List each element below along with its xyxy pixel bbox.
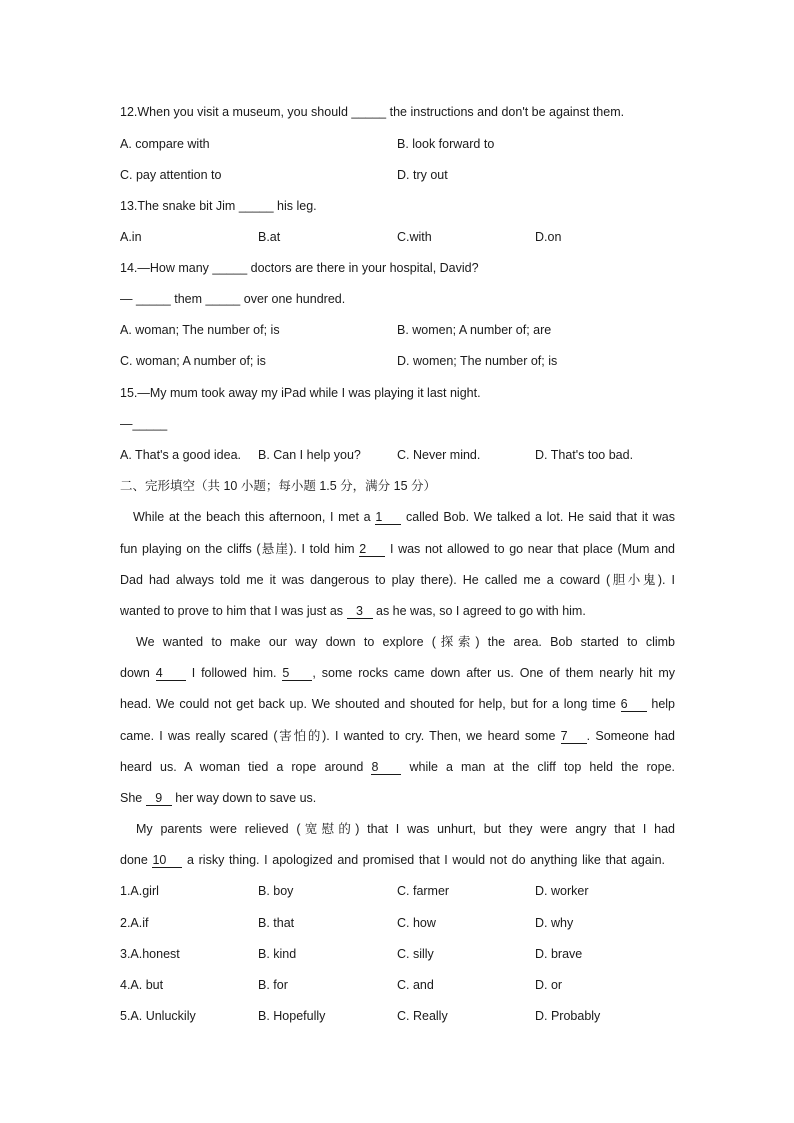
answer-2-option-a: 2.A.if [120, 916, 149, 930]
cloze-blank-9: 9 [146, 791, 172, 806]
q14-option-b: B. women; A number of; are [397, 323, 552, 337]
q15-option-b: B. Can I help you? [258, 448, 361, 462]
cloze-blank-5: 5 [282, 666, 312, 681]
answer-4-option-d: D. or [535, 978, 563, 992]
cloze-blank-8: 8 [371, 760, 401, 775]
cloze-blank-3: 3 [347, 604, 373, 619]
q14-blank-2: _____ [135, 292, 171, 306]
cloze-blank-2: 2 [359, 542, 385, 557]
q13-option-c: C.with [397, 230, 432, 244]
answer-2-option-b: B. that [258, 916, 295, 930]
cloze-blank-4: 4 [156, 666, 186, 681]
cloze-blank-7: 7 [561, 729, 587, 744]
q14-option-a: A. woman; The number of; is [120, 323, 280, 337]
answer-1-option-b: B. boy [258, 884, 294, 898]
q15-blank: _____ [132, 417, 168, 431]
q12-option-d: D. try out [397, 168, 448, 182]
answer-3-option-d: D. brave [535, 947, 583, 961]
q15-stem: 15.—My mum took away my iPad while I was playing it last night. [120, 386, 481, 400]
passage-line: We wanted to make our way down to explore (探索) the area. Bob started to climb [136, 635, 675, 649]
q14-response: — _____ them _____ over one hundred. [120, 292, 346, 306]
passage-line: She 9 her way down to save us. [120, 791, 317, 805]
answer-4-option-a: 4.A. but [120, 978, 164, 992]
answer-1-option-c: C. farmer [397, 884, 450, 898]
passage-line: heard us. A woman tied a rope around 8 while a man at the cliff top held the rope. [120, 760, 675, 774]
answer-3-option-a: 3.A.honest [120, 947, 180, 961]
passage-line: done 10 a risky thing. I apologized and promised that I would not do anything like that again. [120, 853, 665, 867]
answer-5-option-c: C. Really [397, 1009, 448, 1023]
answer-2-option-d: D. why [535, 916, 574, 930]
passage-line: came. I was really scared (害怕的). I wanted to cry. Then, we heard some 7 . Someone had [120, 729, 675, 743]
q15-option-c: C. Never mind. [397, 448, 481, 462]
q13-stem: 13.The snake bit Jim _____ his leg. [120, 199, 317, 213]
answer-1-option-d: D. worker [535, 884, 589, 898]
passage-line: While at the beach this afternoon, I met a 1 called Bob. We talked a lot. He said that it was [133, 510, 675, 524]
cloze-blank-6: 6 [621, 697, 647, 712]
q13-option-a: A.in [120, 230, 142, 244]
section-heading: 二、完形填空（共 10 小题；每小题 1.5 分，满分 15 分） [120, 479, 437, 493]
cloze-blank-10: 10 [152, 853, 182, 868]
q15-option-d: D. That's too bad. [535, 448, 634, 462]
q12-blank: _____ [351, 105, 387, 119]
q13-blank: _____ [238, 199, 274, 213]
passage-line: wanted to prove to him that I was just as 3 as he was, so I agreed to go with him. [120, 604, 586, 618]
passage-line: down 4 I followed him. 5 , some rocks came down after us. One of them nearly hit my [120, 666, 676, 680]
q12-stem: 12.When you visit a museum, you should _____ the instructions and don't be against them. [120, 105, 625, 119]
q13-option-d: D.on [535, 230, 562, 244]
answer-5-option-b: B. Hopefully [258, 1009, 326, 1023]
q15-option-a: A. That's a good idea. [120, 448, 241, 462]
passage-line: fun playing on the cliffs (悬崖). I told him 2 I was not allowed to go near that place (Mum and [120, 542, 675, 556]
q15-response: —_____ [120, 417, 168, 431]
passage-line: Dad had always told me it was dangerous to play there). He called me a coward (胆小鬼). I [120, 573, 675, 587]
answer-4-option-b: B. for [258, 978, 288, 992]
q13-option-b: B.at [258, 230, 281, 244]
answer-3-option-b: B. kind [258, 947, 297, 961]
q12-option-b: B. look forward to [397, 137, 495, 151]
passage-line: My parents were relieved (宽慰的) that I was unhurt, but they were angry that I had [136, 822, 675, 836]
answer-5-option-d: D. Probably [535, 1009, 601, 1023]
answer-4-option-c: C. and [397, 978, 434, 992]
q14-option-c: C. woman; A number of; is [120, 354, 266, 368]
q12-option-c: C. pay attention to [120, 168, 222, 182]
q14-stem: 14.—How many _____ doctors are there in your hospital, David? [120, 261, 479, 275]
q14-blank: _____ [212, 261, 248, 275]
answer-2-option-c: C. how [397, 916, 436, 930]
answer-3-option-c: C. silly [397, 947, 434, 961]
cloze-blank-1: 1 [375, 510, 401, 525]
q12-option-a: A. compare with [120, 137, 210, 151]
q14-blank-3: _____ [205, 292, 241, 306]
q14-option-d: D. women; The number of; is [397, 354, 558, 368]
answer-1-option-a: 1.A.girl [120, 884, 159, 898]
answer-5-option-a: 5.A. Unluckily [120, 1009, 196, 1023]
passage-line: head. We could not get back up. We shouted and shouted for help, but for a long time 6 help [120, 697, 675, 711]
